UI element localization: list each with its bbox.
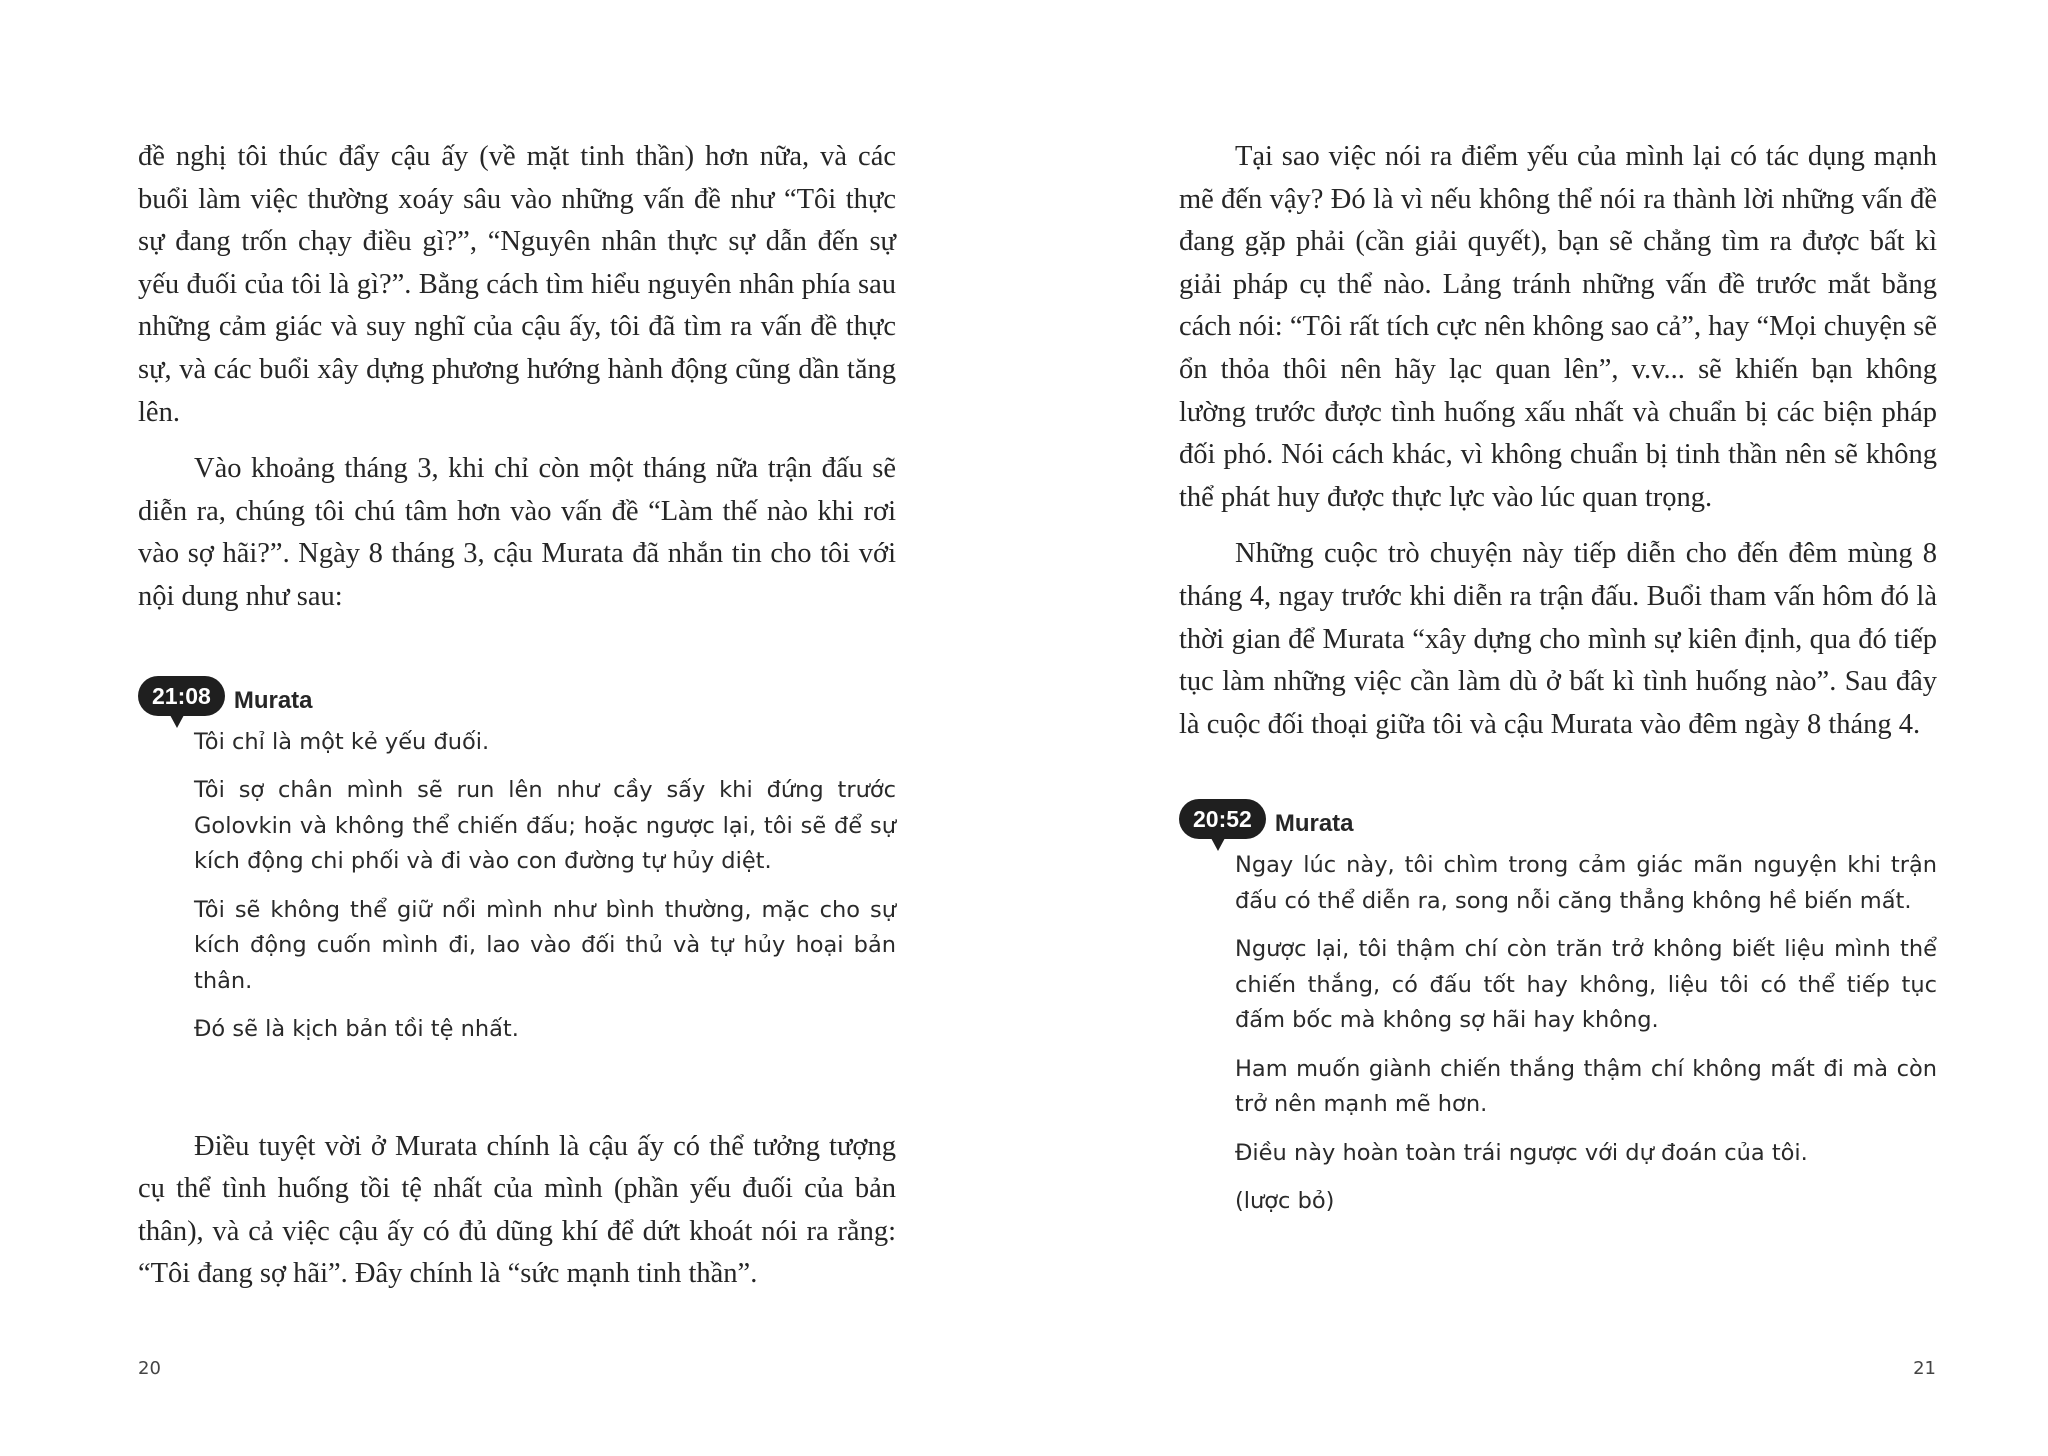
chat-message-block xyxy=(1179,798,1937,1220)
paragraph: Vào khoảng tháng 3, khi chỉ còn một tháng nữa trận đấu sẽ diễn ra, chúng tôi chú tâm hơn vào vấn đề “Làm thế nào khi rơi vào sợ hãi?”. Ngày 8 tháng 3, cậu Murata đã nhắn tin cho tôi với nội dung như sau: xyxy=(138,453,896,612)
sender-name: Murata xyxy=(233,686,313,714)
time-bubble: 21:08 xyxy=(138,676,225,716)
paragraph: đề nghị tôi thúc đẩy cậu ấy (về mặt tinh thần) hơn nữa, và các buổi làm việc thường xoáy sâu vào những vấn đề như “Tôi thực sự đang trốn chạy điều gì?”, “Nguyên nhân thực sự dẫn đến sự yếu đuối của tôi là gì?”. Bằng cách tìm hiểu nguyên nhân phía sau những cảm giác và suy nghĩ của cậu ấy, tôi đã tìm ra vấn đề thực sự, và các buổi xây dựng phương hướng hành động cũng dần tăng lên. xyxy=(138,141,896,428)
chat-line: Ham muốn giành chiến thắng thậm chí không mất đi mà còn trở nên mạnh mẽ hơn. xyxy=(1235,1055,1937,1118)
chat-message-block xyxy=(138,675,896,1048)
sender-name: Murata xyxy=(1274,810,1354,838)
right-page xyxy=(1024,0,2048,1456)
chat-line: (lược bỏ) xyxy=(1235,1188,1335,1215)
right-page-column xyxy=(1179,136,1937,1233)
page-number: 20 xyxy=(138,1358,161,1379)
paragraph: Tại sao việc nói ra điểm yếu của mình lại có tác dụng mạnh mẽ đến vậy? Đó là vì nếu không thể nói ra thành lời những vấn đề đang gặp phải (cần giải quyết), bạn sẽ chẳng tìm ra được bất kì giải pháp cụ thể nào. Lảng tránh những vấn đề trước mắt bằng cách nói: “Tôi rất tích cực nên không sao cả”, hay “Mọi chuyện sẽ ổn thỏa thôi nên hãy lạc quan lên”, v.v... sẽ khiến bạn không lường trước được tình huống xấu nhất và chuẩn bị các biện pháp đối phó. Nói cách khác, vì không chuẩn bị tinh thần nên sẽ không thể phát huy được thực lực vào lúc quan trọng. xyxy=(1179,141,1937,513)
page-number: 21 xyxy=(1913,1358,1936,1379)
chat-line: Ngược lại, tôi thậm chí còn trăn trở không biết liệu mình thể chiến thắng, có đấu tốt hay không, liệu tôi có thể tiếp tục đấm bốc mà không sợ hãi hay không. xyxy=(1235,936,1937,1034)
chat-header xyxy=(1179,798,1937,840)
paragraph: Điều tuyệt vời ở Murata chính là cậu ấy có thể tưởng tượng cụ thể tình huống tồi tệ nhất của mình (phần yếu đuối của bản thân), và cả việc cậu ấy có đủ dũng khí để dứt khoát nói ra rằng: “Tôi đang sợ hãi”. Đây chính là “sức mạnh tinh thần”. xyxy=(138,1130,896,1290)
left-page-column xyxy=(138,136,896,1310)
chat-body xyxy=(1179,848,1937,1220)
time-bubble: 20:52 xyxy=(1179,799,1266,839)
chat-body xyxy=(138,725,896,1048)
chat-line: Ngay lúc này, tôi chìm trong cảm giác mãn nguyện khi trận đấu có thể diễn ra, song nỗi căng thẳng không hề biến mất. xyxy=(1235,852,1937,914)
chat-line: Đó sẽ là kịch bản tồi tệ nhất. xyxy=(194,1016,519,1043)
chat-line: Tôi sợ chân mình sẽ run lên như cầy sấy khi đứng trước Golovkin và không thể chiến đấu; hoặc ngược lại, tôi sẽ để sự kích động chi phối và đi vào con đường tự hủy diệt. xyxy=(194,777,896,875)
chat-line: Tôi chỉ là một kẻ yếu đuối. xyxy=(194,728,490,755)
chat-line: Điều này hoàn toàn trái ngược với dự đoán của tôi. xyxy=(1235,1139,1808,1166)
chat-header xyxy=(138,675,896,717)
chat-line: Tôi sẽ không thể giữ nổi mình như bình thường, mặc cho sự kích động cuốn mình đi, lao vào đối thủ và tự hủy hoại bản thân. xyxy=(194,896,896,994)
paragraph: Những cuộc trò chuyện này tiếp diễn cho đến đêm mùng 8 tháng 4, ngay trước khi diễn ra trận đấu. Buổi tham vấn hôm đó là thời gian để Murata “xây dựng cho mình sự kiên định, qua đó tiếp tục làm những việc cần làm dù ở bất kì tình huống nào”. Sau đây là cuộc đối thoại giữa tôi và cậu Murata vào đêm ngày 8 tháng 4. xyxy=(1179,538,1937,740)
